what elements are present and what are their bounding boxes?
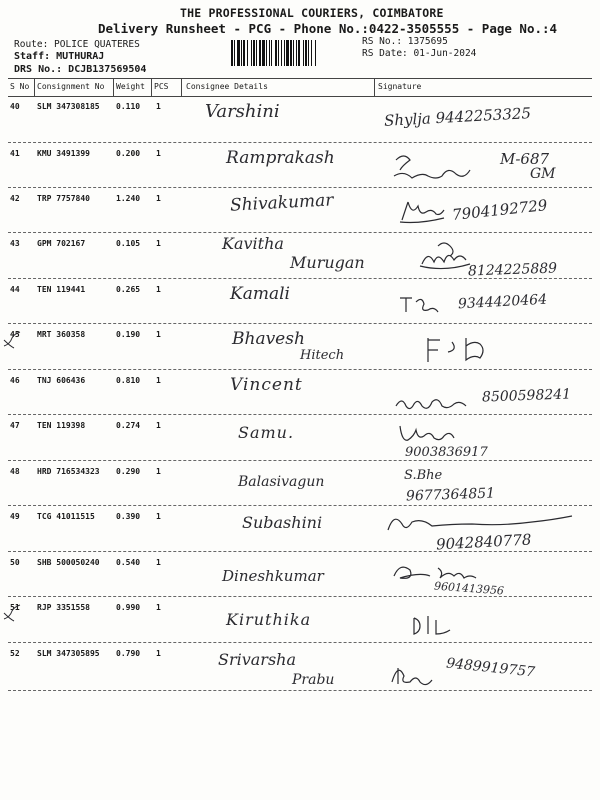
barcode-bar bbox=[305, 40, 307, 66]
barcode-bar bbox=[253, 40, 255, 66]
runsheet-title: Delivery Runsheet - PCG - Phone No.:0422-3505555 - Page No.:4 bbox=[98, 21, 558, 36]
staff-caption: Staff: bbox=[14, 51, 51, 62]
handwritten-consignee-name: Dineshkumar bbox=[222, 567, 324, 585]
staff-name: MUTHURAJ bbox=[56, 51, 105, 62]
row-weight: 0.200 bbox=[116, 149, 141, 158]
col-header-pcs: PCS bbox=[154, 82, 169, 91]
row-pcs: 1 bbox=[156, 239, 161, 248]
barcode bbox=[230, 40, 355, 66]
barcode-bar bbox=[315, 40, 316, 66]
barcode-bar bbox=[308, 40, 309, 66]
row-weight: 0.274 bbox=[116, 421, 141, 430]
barcode-bar bbox=[311, 40, 312, 66]
row-separator bbox=[8, 505, 592, 506]
barcode-bar bbox=[293, 40, 294, 66]
row-weight: 0.265 bbox=[116, 285, 141, 294]
handwritten-signature: 9677364851 bbox=[405, 485, 496, 505]
row-consignment: TNJ 606436 bbox=[37, 376, 86, 385]
handwritten-consignee-name: Balasivagun bbox=[238, 474, 325, 490]
row-consignment: SLM 347305895 bbox=[37, 649, 100, 658]
row-weight: 0.990 bbox=[116, 603, 141, 612]
row-separator bbox=[8, 187, 592, 188]
row-consignment: TRP 7757840 bbox=[37, 194, 90, 203]
barcode-bar bbox=[284, 40, 285, 66]
handwritten-consignee-name: Hitech bbox=[300, 348, 345, 363]
row-pcs: 1 bbox=[156, 467, 161, 476]
row-weight: 0.290 bbox=[116, 467, 141, 476]
company-name: THE PROFESSIONAL COURIERS, COIMBATORE bbox=[180, 6, 444, 20]
row-separator bbox=[8, 596, 592, 597]
row-pcs: 1 bbox=[156, 194, 161, 203]
handwritten-consignee-name: Vincent bbox=[230, 375, 303, 395]
checkmark-icon bbox=[2, 328, 24, 350]
row-sno: 44 bbox=[10, 285, 20, 294]
handwritten-consignee-name: Subashini bbox=[242, 513, 323, 532]
handwritten-signature: S.Bhe bbox=[404, 468, 443, 483]
row-sno: 51 bbox=[10, 603, 20, 612]
signature-scribble bbox=[392, 392, 472, 414]
row-pcs: 1 bbox=[156, 102, 161, 111]
row-separator bbox=[8, 232, 592, 233]
column-divider bbox=[113, 78, 114, 96]
handwritten-signature: 9003836917 bbox=[405, 445, 488, 460]
row-consignment: KMU 3491399 bbox=[37, 149, 90, 158]
barcode-bar bbox=[269, 40, 270, 66]
row-pcs: 1 bbox=[156, 330, 161, 339]
table-header-border bbox=[8, 96, 592, 97]
column-divider bbox=[34, 78, 35, 96]
handwritten-signature: M-687 bbox=[500, 150, 550, 168]
barcode-bar bbox=[259, 40, 261, 66]
handwritten-consignee-name: Kamali bbox=[230, 284, 290, 304]
row-sno: 43 bbox=[10, 239, 20, 248]
barcode-bar bbox=[237, 40, 240, 66]
row-weight: 0.110 bbox=[116, 102, 141, 111]
barcode-bar bbox=[243, 40, 245, 66]
handwritten-consignee-name: Prabu bbox=[292, 672, 335, 688]
barcode-bar bbox=[286, 40, 289, 66]
col-header-signature: Signature bbox=[378, 82, 422, 91]
handwritten-consignee-name: Samu. bbox=[238, 423, 295, 442]
row-pcs: 1 bbox=[156, 149, 161, 158]
row-weight: 0.790 bbox=[116, 649, 141, 658]
signature-scribble bbox=[396, 422, 456, 446]
signature-scribble bbox=[398, 292, 444, 316]
col-header-consignment: Consignment No bbox=[37, 82, 105, 91]
row-pcs: 1 bbox=[156, 603, 161, 612]
signature-scribble bbox=[398, 196, 448, 226]
row-pcs: 1 bbox=[156, 558, 161, 567]
handwritten-signature: 9042840778 bbox=[435, 530, 532, 554]
barcode-bar bbox=[271, 40, 272, 66]
route-label: Route: POLICE QUATERES bbox=[14, 39, 140, 50]
row-separator bbox=[8, 551, 592, 552]
row-pcs: 1 bbox=[156, 376, 161, 385]
row-weight: 0.190 bbox=[116, 330, 141, 339]
barcode-bar bbox=[303, 40, 304, 66]
handwritten-signature: 8124225889 bbox=[467, 260, 558, 280]
row-weight: 0.390 bbox=[116, 512, 141, 521]
row-pcs: 1 bbox=[156, 512, 161, 521]
barcode-bar bbox=[298, 40, 300, 66]
handwritten-consignee-name: Shivakumar bbox=[229, 190, 334, 216]
row-consignment: GPM 702167 bbox=[37, 239, 86, 248]
barcode-bar bbox=[234, 40, 235, 66]
col-header-sno: S No bbox=[10, 82, 30, 91]
barcode-bar bbox=[241, 40, 242, 66]
row-separator bbox=[8, 690, 592, 691]
row-separator bbox=[8, 369, 592, 370]
handwritten-signature: 9489919757 bbox=[445, 655, 536, 681]
row-sno: 52 bbox=[10, 649, 20, 658]
row-consignment: RJP 3351558 bbox=[37, 603, 90, 612]
handwritten-consignee-name: Varshini bbox=[205, 101, 280, 122]
row-weight: 1.240 bbox=[116, 194, 141, 203]
handwritten-signature: 9344420464 bbox=[457, 291, 548, 313]
row-consignment: SLM 347308185 bbox=[37, 102, 100, 111]
row-consignment: TEN 119398 bbox=[37, 421, 86, 430]
row-sno: 49 bbox=[10, 512, 20, 521]
handwritten-consignee-name: Kiruthika bbox=[226, 610, 312, 629]
handwritten-consignee-name: Ramprakash bbox=[226, 148, 335, 168]
row-sno: 47 bbox=[10, 421, 20, 430]
row-consignment: TCG 41011515 bbox=[37, 512, 95, 521]
row-weight: 0.105 bbox=[116, 239, 141, 248]
signature-scribble bbox=[390, 150, 500, 186]
checkmark-icon bbox=[2, 601, 24, 623]
staff-label bbox=[14, 51, 104, 62]
signature-scribble bbox=[420, 332, 500, 366]
barcode-bar bbox=[278, 40, 279, 66]
row-pcs: 1 bbox=[156, 421, 161, 430]
barcode-bar bbox=[262, 40, 265, 66]
row-sno: 40 bbox=[10, 102, 20, 111]
row-consignment: TEN 119441 bbox=[37, 285, 86, 294]
col-header-consignee: Consignee Details bbox=[186, 82, 268, 91]
row-weight: 0.810 bbox=[116, 376, 141, 385]
column-divider bbox=[374, 78, 375, 96]
row-pcs: 1 bbox=[156, 285, 161, 294]
row-sno: 48 bbox=[10, 467, 20, 476]
row-sno: 42 bbox=[10, 194, 20, 203]
row-sno: 45 bbox=[10, 330, 20, 339]
barcode-bar bbox=[275, 40, 277, 66]
row-weight: 0.540 bbox=[116, 558, 141, 567]
row-separator bbox=[8, 142, 592, 143]
row-sno: 46 bbox=[10, 376, 20, 385]
barcode-bar bbox=[247, 40, 248, 66]
rs-number: RS No.: 1375695 bbox=[362, 36, 448, 47]
row-separator bbox=[8, 460, 592, 461]
handwritten-signature: GM bbox=[530, 166, 556, 182]
runsheet-header bbox=[0, 0, 600, 78]
signature-scribble bbox=[408, 612, 454, 640]
handwritten-consignee-name: Bhavesh bbox=[232, 329, 305, 349]
barcode-bar bbox=[251, 40, 252, 66]
row-consignment: SHB 500050240 bbox=[37, 558, 100, 567]
handwritten-consignee-name: Srivarsha bbox=[218, 650, 297, 669]
row-consignment: MRT 360358 bbox=[37, 330, 86, 339]
row-sno: 50 bbox=[10, 558, 20, 567]
barcode-bar bbox=[256, 40, 257, 66]
column-divider bbox=[151, 78, 152, 96]
barcode-bar bbox=[231, 40, 233, 66]
handwritten-signature: 9601413956 bbox=[433, 579, 505, 598]
barcode-bar bbox=[290, 40, 292, 66]
handwritten-consignee-name: Kavitha bbox=[222, 234, 284, 253]
rs-date: RS Date: 01-Jun-2024 bbox=[362, 48, 477, 59]
row-pcs: 1 bbox=[156, 649, 161, 658]
column-divider bbox=[181, 78, 182, 96]
row-sno: 41 bbox=[10, 149, 20, 158]
handwritten-consignee-name: Murugan bbox=[290, 253, 365, 272]
barcode-bar bbox=[266, 40, 267, 66]
col-header-weight: Weight bbox=[116, 82, 145, 91]
handwritten-signature: 8500598241 bbox=[481, 386, 572, 406]
barcode-bar bbox=[281, 40, 282, 66]
drs-number: DRS No.: DCJB137569504 bbox=[14, 64, 147, 75]
signature-scribble bbox=[418, 238, 474, 272]
signature-scribble bbox=[388, 658, 444, 688]
row-separator bbox=[8, 323, 592, 324]
handwritten-signature: 7904192729 bbox=[451, 196, 549, 224]
row-separator bbox=[8, 642, 592, 643]
handwritten-signature: Shylja 9442253325 bbox=[383, 104, 532, 130]
row-separator bbox=[8, 414, 592, 415]
barcode-bar bbox=[296, 40, 297, 66]
row-consignment: HRD 716534323 bbox=[37, 467, 100, 476]
